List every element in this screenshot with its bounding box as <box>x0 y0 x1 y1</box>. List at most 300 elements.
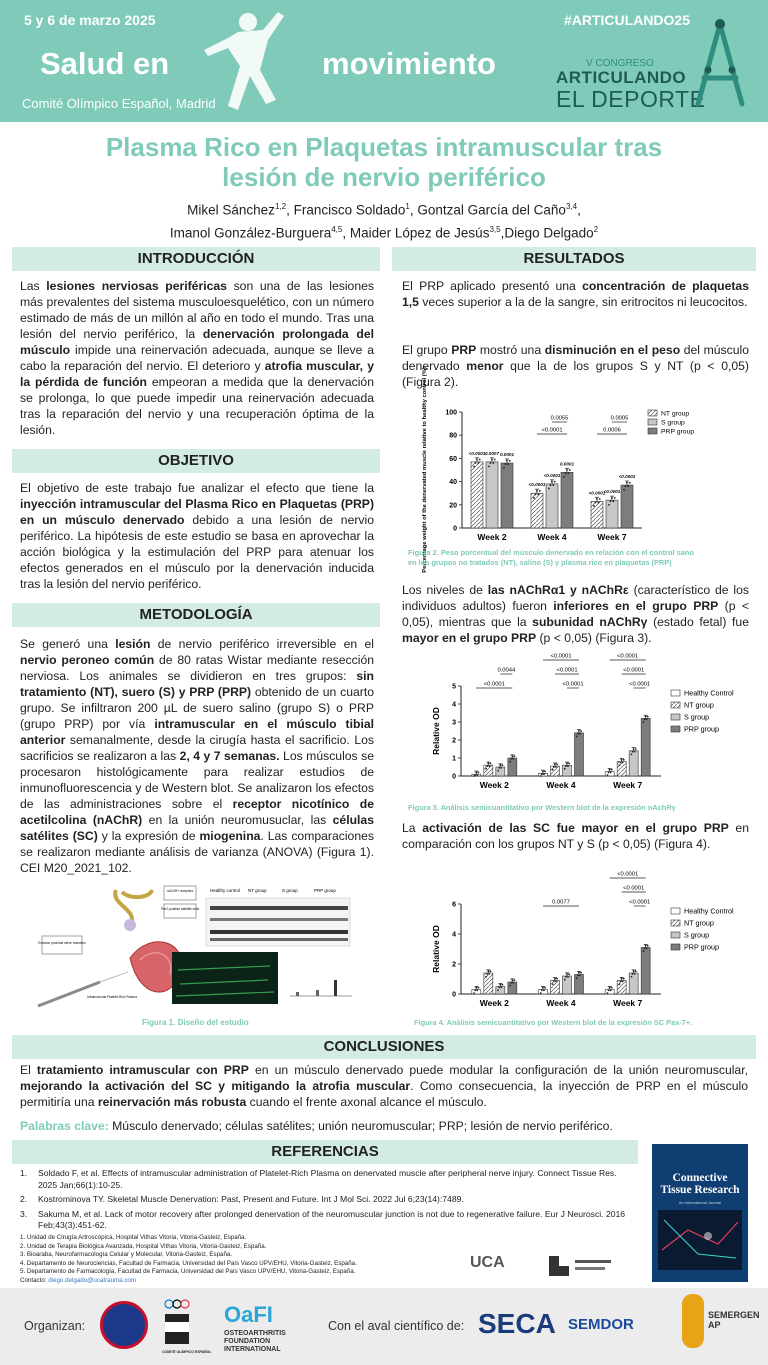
bar <box>508 982 517 994</box>
resultados-paragraph-1: El PRP aplicado presentó una concentración de plaquetas 1,5 veces superior a la de la sangre, sin eritrocitos ni leucocitos. <box>402 279 749 309</box>
data-point <box>566 763 568 765</box>
bar-p-label: <0.0001 <box>618 474 636 480</box>
bar <box>563 976 572 994</box>
data-point <box>552 484 554 486</box>
data-point <box>593 505 595 507</box>
data-point <box>568 763 570 765</box>
data-point <box>614 497 616 499</box>
y-tick-label: 4 <box>452 931 456 939</box>
data-point <box>629 482 631 484</box>
bar <box>641 948 650 995</box>
data-point <box>647 945 649 947</box>
bar <box>539 990 548 995</box>
data-point <box>542 987 544 989</box>
title-line-2: lesión de nervio periférico <box>222 162 546 192</box>
data-point <box>632 973 634 975</box>
data-point <box>619 983 621 985</box>
bar <box>561 472 573 528</box>
bar <box>501 463 513 528</box>
data-point <box>540 992 542 994</box>
data-point <box>554 481 556 483</box>
data-point <box>485 768 487 770</box>
significance-label: <0.0001 <box>541 427 563 434</box>
data-point <box>475 462 477 464</box>
bar <box>496 767 505 776</box>
data-point <box>610 772 612 774</box>
figure1-study-design <box>30 880 370 1012</box>
data-point <box>500 987 502 989</box>
data-point <box>596 498 598 500</box>
data-point <box>488 973 490 975</box>
data-point <box>512 758 514 760</box>
data-point <box>500 767 502 769</box>
data-point <box>565 473 567 475</box>
data-point <box>476 774 478 776</box>
data-point <box>644 948 646 950</box>
x-tick-label: Week 4 <box>537 532 567 542</box>
data-point <box>497 770 499 772</box>
data-point <box>577 975 579 977</box>
oafi-logo: OaFI <box>224 1302 273 1327</box>
bar-p-label: 0.0007 <box>484 450 500 456</box>
data-point <box>498 767 500 769</box>
syringe-icon <box>38 982 100 1006</box>
bar <box>486 462 498 528</box>
significance-label: <0.0001 <box>483 681 505 688</box>
legend-swatch <box>671 714 680 720</box>
bar <box>591 501 603 528</box>
data-point <box>476 990 478 992</box>
data-point <box>623 489 625 491</box>
data-point <box>646 948 648 950</box>
y-tick-label: 2 <box>452 961 456 969</box>
data-point <box>623 759 625 761</box>
data-point <box>631 754 633 756</box>
bar <box>471 462 483 528</box>
data-point <box>607 992 609 994</box>
data-point <box>578 972 580 974</box>
legend-label: S group <box>684 930 710 940</box>
metodologia-paragraph: Se generó una lesión de nervio periférico irreversible en el nervio peroneo común de 80 ratas Wistar mediante resección nerviosa. Los animales se dividieron en tres grupos: sin tratamiento (NT), suero (S) y PRP (PRP) obtenido de un cuarto grupo. Se infiltraron 200 µL de suero salino (grupo S) o PRP (grupo PRP) por vía intramuscular en el músculo tibial anterior semanalmente, desde la cirugía hasta el sacrificio. Los sacrificios se realizaron a las 2, 4 y 7 semanas. Los músculos se procesaron histológicamente para realizar estudios de inmunofluorescencia y de Western blot. Se analizaron los efectos de las administraciones sobre el receptor nicotínico de acetilcolina (nAChR) en la unión neuromusuclar, las células satélites (SC) y la expresión de miogenina. Las comparaciones se realizaron mediante análisis de varianza (ANOVA) (Figura 1). CEI M20_2021_102. <box>20 637 374 875</box>
data-point <box>564 768 566 770</box>
bar <box>551 981 560 995</box>
data-point <box>643 950 645 952</box>
significance-label: <0.0001 <box>629 899 651 906</box>
semdor-logo: SEMDOR <box>568 1316 634 1333</box>
y-tick-label: 0 <box>453 525 457 533</box>
y-tick-label: 60 <box>449 455 457 463</box>
blot-label-nt: NT group <box>248 888 267 893</box>
data-point <box>566 469 568 471</box>
data-point <box>541 990 543 992</box>
data-point <box>611 769 613 771</box>
bar <box>605 990 614 995</box>
data-point <box>509 761 511 763</box>
data-point <box>502 984 504 986</box>
data-point <box>543 773 545 775</box>
intro-paragraph: Las lesiones nerviosas periféricas son una de las lesiones más prevalentes del sistema musculoesquelético, con un número estimado de más de un millón al año en todo el mundo. Tras una lesión del nervio periférico, la denervación prolongada del músculo impide una reinervación adecuada, aunque se lleve a cabo la reparación del nervio. El deterioro y atrofia muscular, y la pérdida de función empeoran a medida que la denervación se prolonga, lo que puede impedir una reinervación adecuada tras la reparación del nervio y una recuperación óptima de la lesión. <box>20 279 374 437</box>
data-point <box>552 983 554 985</box>
data-point <box>576 736 578 738</box>
data-point <box>503 467 505 469</box>
resultados-paragraph-4: La activación de las SC fue mayor en el grupo PRP en comparación con los grupos NT y S (p < 0,05) (Figura 4). <box>402 821 749 851</box>
articulando-a-logo-icon <box>690 18 750 114</box>
y-tick-label: 6 <box>452 901 456 909</box>
y-tick-label: 5 <box>452 683 456 691</box>
y-tick-label: 20 <box>449 502 457 510</box>
slogan-movimiento: movimiento <box>322 46 496 81</box>
data-point <box>499 764 501 766</box>
data-point <box>548 488 550 490</box>
data-point <box>473 992 475 994</box>
x-tick-label: Week 2 <box>479 780 509 790</box>
legend-label: Healthy Control <box>684 688 734 698</box>
data-point <box>608 772 610 774</box>
data-point <box>474 774 476 776</box>
significance-label: <0.0001 <box>623 667 645 674</box>
legend-swatch <box>671 920 680 926</box>
semergen-label: SEMERGEN AP <box>708 1310 760 1330</box>
data-point <box>553 981 555 983</box>
section-header-resultados: RESULTADOS <box>392 247 756 271</box>
contact-email-link[interactable]: diego.delgado@ucatrauma.com <box>48 1276 137 1284</box>
data-point <box>473 466 475 468</box>
bar <box>539 773 548 776</box>
data-point <box>579 975 581 977</box>
y-tick-label: 2 <box>452 737 456 745</box>
significance-label: <0.0001 <box>623 885 645 892</box>
oafi-subtitle: OSTEOARTHRITIS FOUNDATION INTERNATIONAL <box>224 1330 286 1353</box>
data-point <box>487 763 489 765</box>
data-point <box>595 502 597 504</box>
data-point <box>506 460 508 462</box>
title-line-1: Plasma Rico en Plaquetas intramuscular tras <box>105 132 663 162</box>
y-tick-label: 3 <box>452 719 456 727</box>
data-point <box>621 978 623 980</box>
venue-text: Comité Olímpico Español, Madrid <box>22 96 216 111</box>
author-name: Mikel Sánchez <box>187 202 275 218</box>
bar-p-label: <0.0001 <box>588 490 606 496</box>
data-point <box>627 485 629 487</box>
event-hashtag: #ARTICULANDO25 <box>563 12 690 28</box>
data-point <box>578 730 580 732</box>
data-point <box>608 504 610 506</box>
data-point <box>610 990 612 992</box>
bar <box>621 485 633 528</box>
data-point <box>633 970 635 972</box>
data-point <box>611 987 613 989</box>
y-tick-label: 100 <box>445 409 457 417</box>
section-header-metodologia: METODOLOGÍA <box>12 603 380 627</box>
resultados-paragraph-3: Los niveles de las nAChRα1 y nAChRε (característico de los individuos adultos) fueron inferiores en el grupo PRP (p < 0,05), mientras que la subunidad nAChRγ (estado fetal) fue mayor en el grupo PRP (p < 0,05) (Figura 3). <box>402 583 749 645</box>
x-tick-label: Week 4 <box>546 998 576 1008</box>
el-deporte-logo-text: EL DEPORTE <box>556 86 706 112</box>
data-point <box>647 716 649 718</box>
significance-label: <0.0001 <box>550 653 572 660</box>
significance-label: <0.0001 <box>556 667 578 674</box>
uca-logo: UCA <box>470 1254 505 1271</box>
significance-label: <0.0001 <box>617 653 639 660</box>
data-point <box>551 481 553 483</box>
section-header-conclusiones: CONCLUSIONES <box>12 1035 756 1059</box>
data-point <box>565 765 567 767</box>
x-tick-label: Week 7 <box>597 532 627 542</box>
bar <box>629 751 638 776</box>
data-point <box>634 751 636 753</box>
blot-label-prp: PRP group <box>314 888 336 893</box>
data-point <box>479 459 481 461</box>
affiliations: 1. Unidad de Cirugía Artroscópica, Hospital Vithas Vitoria, Vitoria-Gasteiz, España. 2. Unidad de Terapia Biológica Avanzada, Hospital Vithas Vitoria, Vitoria-Gasteiz, España. 3. Bioaraba, Neurofarmacología Celular y Molecular, Vitoria-Gasteiz, España. 4. Departamento de Neurociencias, Facultad de Farmacia, Universidad del País Vasco UPV/EHU, Vitoria-Gasteiz, España. 5. Departamento de Farmacología, Facultad de Farmacia, Universidad del País Vasco UPV/EHU, Vitoria-Gasteiz, España. Contacto: diego.delgado@ucatrauma.com <box>20 1234 460 1286</box>
data-point <box>476 459 478 461</box>
data-point <box>553 766 555 768</box>
journal-cover <box>652 1144 748 1282</box>
data-point <box>511 979 513 981</box>
legend-swatch <box>671 908 680 914</box>
figure3-chart <box>425 652 745 798</box>
mini-bar-chart <box>286 956 354 1000</box>
bar <box>563 765 572 776</box>
figure3-caption: Figura 3. Análisis semicuantitativo por Western blot de la expresión nAchRγ <box>408 803 676 812</box>
author-name: Francisco Soldado <box>293 202 406 218</box>
legend-swatch <box>671 944 680 950</box>
data-point <box>626 482 628 484</box>
data-point <box>619 764 621 766</box>
label-pax7: Pax7-positive satellite cells <box>160 907 200 911</box>
data-point <box>567 473 569 475</box>
bar <box>606 500 618 528</box>
legend-label: S group <box>661 419 685 427</box>
data-point <box>631 976 633 978</box>
y-tick-label: 1 <box>452 755 456 763</box>
data-point <box>491 459 493 461</box>
data-point <box>550 484 552 486</box>
upv-ehu-logo-icon <box>545 1252 615 1282</box>
y-axis-label: Percentage weight of the denervated muscle relative to healthy control (%) <box>422 367 428 573</box>
legend-label: NT group <box>684 700 714 710</box>
bar <box>575 733 584 776</box>
x-tick-label: Week 2 <box>477 532 507 542</box>
bar <box>484 973 493 994</box>
data-point <box>544 987 546 989</box>
y-tick-label: 40 <box>449 479 457 487</box>
data-point <box>533 497 535 499</box>
data-point <box>494 459 496 461</box>
organizan-label: Organizan: <box>24 1319 86 1333</box>
legend-swatch <box>648 410 657 416</box>
data-point <box>576 977 578 979</box>
data-point <box>555 766 557 768</box>
legend-swatch <box>671 932 680 938</box>
data-point <box>490 763 492 765</box>
data-point <box>514 755 516 757</box>
data-point <box>544 771 546 773</box>
data-point <box>485 976 487 978</box>
legend-label: S group <box>684 712 710 722</box>
data-point <box>475 772 477 774</box>
data-point <box>633 748 635 750</box>
y-tick-label: 0 <box>452 991 456 999</box>
data-point <box>542 771 544 773</box>
data-point <box>646 718 648 720</box>
data-point <box>580 730 582 732</box>
section-header-introduccion: INTRODUCCIÓN <box>12 247 380 271</box>
legend-label: Healthy Control <box>684 906 734 916</box>
footer-logos <box>0 1288 768 1365</box>
label-nachr: nAChR+ receptors <box>166 889 194 893</box>
data-point <box>556 763 558 765</box>
data-point <box>644 718 646 720</box>
data-point <box>554 763 556 765</box>
data-point <box>623 978 625 980</box>
data-point <box>569 469 571 471</box>
data-point <box>492 462 494 464</box>
y-tick-label: 4 <box>452 701 456 709</box>
figure4-chart <box>425 870 745 1016</box>
significance-label: <0.0001 <box>629 681 651 688</box>
seca-logo: SECA <box>478 1308 556 1339</box>
data-point <box>514 979 516 981</box>
data-point <box>620 762 622 764</box>
data-point <box>499 984 501 986</box>
data-point <box>580 972 582 974</box>
data-point <box>507 463 509 465</box>
section-header-objetivo: OBJETIVO <box>12 449 380 473</box>
header-banner <box>0 0 768 122</box>
legend-swatch <box>648 428 657 434</box>
data-point <box>509 460 511 462</box>
coe-label: COMITÉ OLÍMPICO ESPAÑOL <box>162 1350 212 1354</box>
data-point <box>567 765 569 767</box>
data-point <box>552 769 554 771</box>
significance-label: <0.0001 <box>562 681 584 688</box>
data-point <box>543 990 545 992</box>
figure4-caption: Figura 4. Análisis semicuantitativo por Western blot de la expresión SC Pax-7+. <box>414 1018 693 1027</box>
legend-swatch <box>671 690 680 696</box>
data-point <box>505 463 507 465</box>
y-axis-label: Relative OD <box>431 925 441 973</box>
data-point <box>475 987 477 989</box>
bar <box>496 987 505 995</box>
bar <box>472 990 481 995</box>
data-point <box>568 973 570 975</box>
data-point <box>622 981 624 983</box>
bar <box>546 484 558 528</box>
legend-label: NT group <box>684 918 714 928</box>
data-point <box>556 978 558 980</box>
data-point <box>621 759 623 761</box>
keywords: Palabras clave: Músculo denervado; células satélites; unión neuromuscular; PRP; lesión de nervio periférico. <box>20 1119 613 1133</box>
data-point <box>610 500 612 502</box>
data-point <box>599 498 601 500</box>
data-point <box>541 773 543 775</box>
bar <box>551 766 560 776</box>
bar <box>641 718 650 776</box>
label-excision: Excision proximal nerve resection <box>38 941 86 945</box>
immunofluorescence-image <box>172 952 278 1004</box>
data-point <box>577 733 579 735</box>
western-blot-image <box>206 898 350 946</box>
author-name: Maider López de Jesús <box>349 225 490 240</box>
blot-label-healthy: Healthy control <box>210 888 241 893</box>
data-point <box>566 973 568 975</box>
journal-cover-subtitle: An International Journal <box>678 1200 722 1205</box>
data-point <box>490 970 492 972</box>
author-name: Imanol González-Burguera <box>169 225 332 240</box>
journal-cover-title: Connective Tissue Research <box>660 1172 740 1196</box>
data-point <box>502 764 504 766</box>
legend-label: NT group <box>661 410 690 418</box>
data-point <box>510 982 512 984</box>
contact-line: Contacto: diego.delgado@ucatrauma.com <box>20 1276 137 1284</box>
data-point <box>486 765 488 767</box>
x-tick-label: Week 7 <box>613 998 643 1008</box>
slogan-salud: Salud en <box>40 46 170 81</box>
x-tick-label: Week 2 <box>479 998 509 1008</box>
significance-label: 0.0077 <box>552 899 570 906</box>
data-point <box>607 774 609 776</box>
data-point <box>488 466 490 468</box>
label-injection: Intramuscular Platelet-Rich Plasma <box>87 995 137 999</box>
legend-swatch <box>648 419 657 425</box>
articulando-logo-text: ARTICULANDO <box>556 68 687 87</box>
data-point <box>486 973 488 975</box>
data-point <box>540 775 542 777</box>
bar <box>617 762 626 776</box>
poster-title <box>20 132 748 192</box>
bar <box>629 973 638 994</box>
data-point <box>487 970 489 972</box>
coe-logo-icon <box>163 1298 191 1356</box>
data-point <box>490 462 492 464</box>
data-point <box>565 976 567 978</box>
bar-p-label: 0.0001 <box>499 451 515 457</box>
journal-cover-image <box>658 1210 742 1270</box>
data-point <box>477 462 479 464</box>
aval-label: Con el aval científico de: <box>328 1319 465 1333</box>
data-point <box>611 497 613 499</box>
x-tick-label: Week 4 <box>546 780 576 790</box>
bar <box>531 493 543 528</box>
data-point <box>478 772 480 774</box>
data-point <box>510 758 512 760</box>
reference-item: 3. Sakuma M, et al. Lack of motor recovery after prolonged denervation of the neuromuscular junction is not due to regenerative failure. Eur J Neurosci. 2016 Feb;43(3):451-62. <box>20 1208 626 1230</box>
data-point <box>554 978 556 980</box>
figure2-caption: Figura 2. Peso porcentual del músculo denervado en relación con el control sano en los grupos no tratados (NT), salino (S) y plasma rico en plaquetas (PRP) <box>408 548 694 567</box>
significance-label: <0.0001 <box>617 871 639 878</box>
significance-label: 0.0044 <box>497 667 516 674</box>
significance-label: 0.0005 <box>610 415 629 422</box>
data-point <box>634 973 636 975</box>
bar <box>472 774 481 776</box>
semergen-logo-icon <box>682 1294 704 1348</box>
legend-label: PRP group <box>684 724 720 734</box>
objetivo-paragraph: El objetivo de este trabajo fue analizar el efecto que tiene la inyección intramuscular del Plasma Rico en Plaquetas (PRP) en un músculo denervado debido a una lesión de nervio periférico. La hipótesis de este estudio se basa en aprovechar la acción biológica y la estimulación del PRP para atenuar los efectos generados en el músculo por la denervación inducida tras la lesión del nervio periférico. <box>20 481 374 591</box>
y-tick-label: 0 <box>452 773 456 781</box>
bar-p-label: <0.0001 <box>543 472 561 478</box>
x-tick-label: Week 7 <box>613 780 643 790</box>
legend-label: PRP group <box>661 428 695 436</box>
data-point <box>609 769 611 771</box>
author-name: Gontzal García del Caño <box>417 202 566 218</box>
reference-item: 2. Kostrominova TY. Skeletal Muscle Denervation: Past, Present and Future. Int J Mol Sci. 2022 Jul 6;23(14):7489. <box>20 1194 464 1204</box>
bar <box>484 765 493 776</box>
bar <box>617 981 626 995</box>
legend-swatch <box>671 726 680 732</box>
significance-label: 0.0055 <box>550 415 569 422</box>
bar <box>508 758 517 776</box>
legend-swatch <box>671 702 680 708</box>
data-point <box>497 989 499 991</box>
